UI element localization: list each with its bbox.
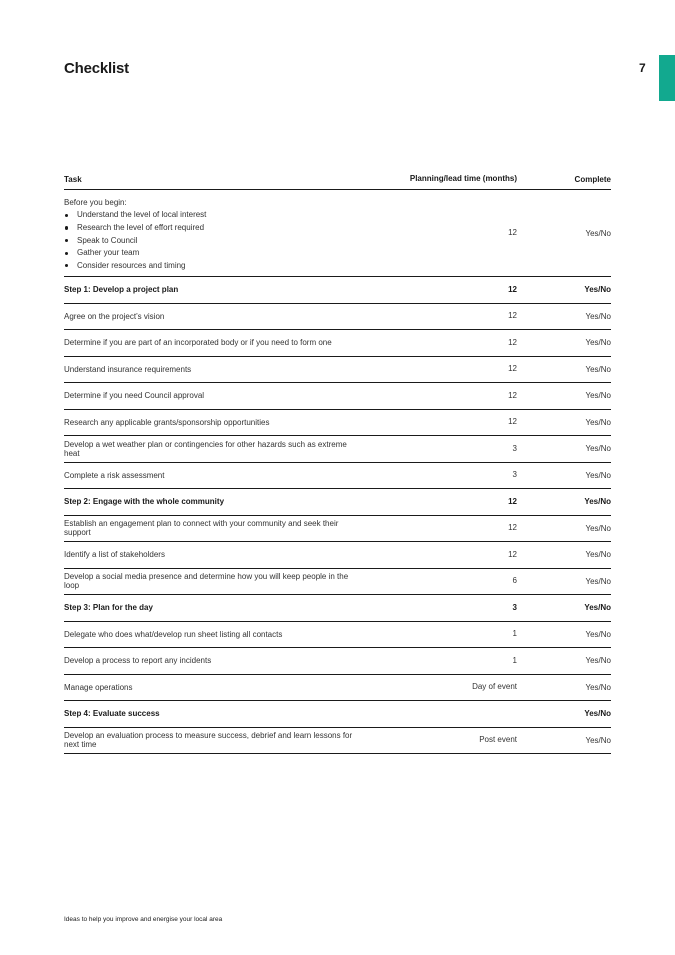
cell-time: 3: [512, 470, 517, 480]
cell-complete: Yes/No: [585, 470, 611, 480]
intro-bullet: Understand the level of local interest: [64, 209, 357, 222]
cell-time: 12: [508, 311, 517, 321]
table-row: [64, 357, 611, 384]
cell-time: 12: [508, 337, 517, 347]
cell-time: 12: [508, 417, 517, 427]
table-row: [64, 330, 611, 357]
column-header-task: Task: [64, 175, 82, 184]
cell-time: 1: [512, 629, 517, 639]
cell-complete: Yes/No: [584, 285, 611, 295]
cell-complete: Yes/No: [585, 735, 611, 745]
cell-task: Agree on the project’s vision: [64, 311, 165, 321]
cell-time: 12: [508, 549, 517, 559]
cell-task: Determine if you are part of an incorporated body or if you need to form one: [64, 338, 332, 348]
cell-complete: Yes/No: [584, 497, 611, 507]
cell-complete: Yes/No: [585, 523, 611, 533]
table-row: [64, 304, 611, 331]
cell-time: Post event: [479, 735, 517, 745]
cell-task: Develop a process to report any incidents: [64, 656, 212, 666]
footer-text: Ideas to help you improve and energise your local area: [64, 916, 223, 923]
cell-time: 12: [508, 496, 517, 506]
table-row-intro: [64, 190, 611, 277]
cell-complete: Yes/No: [584, 709, 611, 719]
cell-complete: Yes/No: [585, 550, 611, 560]
column-header-complete: Complete: [574, 175, 611, 184]
cell-complete: Yes/No: [585, 682, 611, 692]
intro-bullet: Research the level of effort required: [64, 222, 357, 235]
intro-bullet-list: [64, 209, 357, 272]
cell-task: Manage operations: [64, 682, 133, 692]
table-row-step-heading: [64, 277, 611, 304]
table-row-step-heading: [64, 489, 611, 516]
cell-time: Day of event: [472, 682, 517, 692]
cell-complete: Yes/No: [585, 338, 611, 348]
cell-task: Step 2: Engage with the whole community: [64, 497, 225, 507]
table-row: [64, 516, 611, 543]
cell-complete: Yes/No: [585, 656, 611, 666]
cell-task: Research any applicable grants/sponsorship opportunities: [64, 417, 270, 427]
cell-complete: Yes/No: [585, 364, 611, 374]
table-row: [64, 383, 611, 410]
table-row: [64, 542, 611, 569]
table-row: [64, 463, 611, 490]
table-row: [64, 569, 611, 596]
cell-time: 1: [512, 655, 517, 665]
cell-time: 12: [508, 364, 517, 374]
table-header: [64, 161, 611, 190]
cell-task: Step 4: Evaluate success: [64, 709, 160, 719]
intro-cell: [64, 194, 357, 273]
cell-complete: Yes/No: [585, 417, 611, 427]
cell-time: 3: [512, 602, 517, 612]
cell-complete: Yes/No: [585, 311, 611, 321]
table-row: [64, 436, 611, 463]
table-row: [64, 728, 611, 755]
cell-time: 6: [512, 576, 517, 586]
cell-task: Identify a list of stakeholders: [64, 550, 165, 560]
page-title: Checklist: [64, 60, 129, 77]
cell-task: Understand insurance requirements: [64, 364, 192, 374]
cell-task: Develop an evaluation process to measure success, debrief and learn lessons for next time: [64, 731, 353, 750]
cell-complete: Yes/No: [585, 576, 611, 586]
accent-tab: [659, 55, 675, 101]
cell-time: 12: [508, 228, 517, 238]
table-row: [64, 648, 611, 675]
cell-time: 3: [512, 443, 517, 453]
table-row-step-heading: [64, 595, 611, 622]
cell-task: Complete a risk assessment: [64, 470, 165, 480]
table-row: [64, 410, 611, 437]
intro-bullet: Speak to Council: [64, 235, 357, 248]
checklist-table: [64, 161, 611, 754]
cell-task: Step 1: Develop a project plan: [64, 285, 179, 295]
cell-time: 12: [508, 523, 517, 533]
column-header-time: Planning/lead time (months): [409, 174, 517, 184]
cell-complete: Yes/No: [584, 603, 611, 613]
cell-task: Step 3: Plan for the day: [64, 603, 153, 613]
table-row: [64, 622, 611, 649]
cell-complete: Yes/No: [585, 228, 611, 238]
cell-complete: Yes/No: [585, 391, 611, 401]
intro-bullet: Consider resources and timing: [64, 260, 357, 273]
cell-complete: Yes/No: [585, 629, 611, 639]
intro-heading: Before you begin:: [64, 197, 127, 207]
cell-task: Establish an engagement plan to connect with your community and seek their support: [64, 519, 339, 538]
intro-bullet: Gather your team: [64, 247, 357, 260]
cell-time: 12: [508, 390, 517, 400]
page-number: 7: [639, 61, 646, 75]
table-row: [64, 675, 611, 702]
cell-task: Develop a social media presence and determine how you will keep people in the loop: [64, 572, 349, 591]
table-body: [64, 277, 611, 754]
cell-task: Delegate who does what/develop run sheet listing all contacts: [64, 629, 283, 639]
cell-complete: Yes/No: [585, 444, 611, 454]
cell-task: Develop a wet weather plan or contingencies for other hazards such as extreme heat: [64, 439, 347, 458]
cell-task: Determine if you need Council approval: [64, 391, 205, 401]
cell-time: 12: [508, 284, 517, 294]
table-row-step-heading: [64, 701, 611, 728]
